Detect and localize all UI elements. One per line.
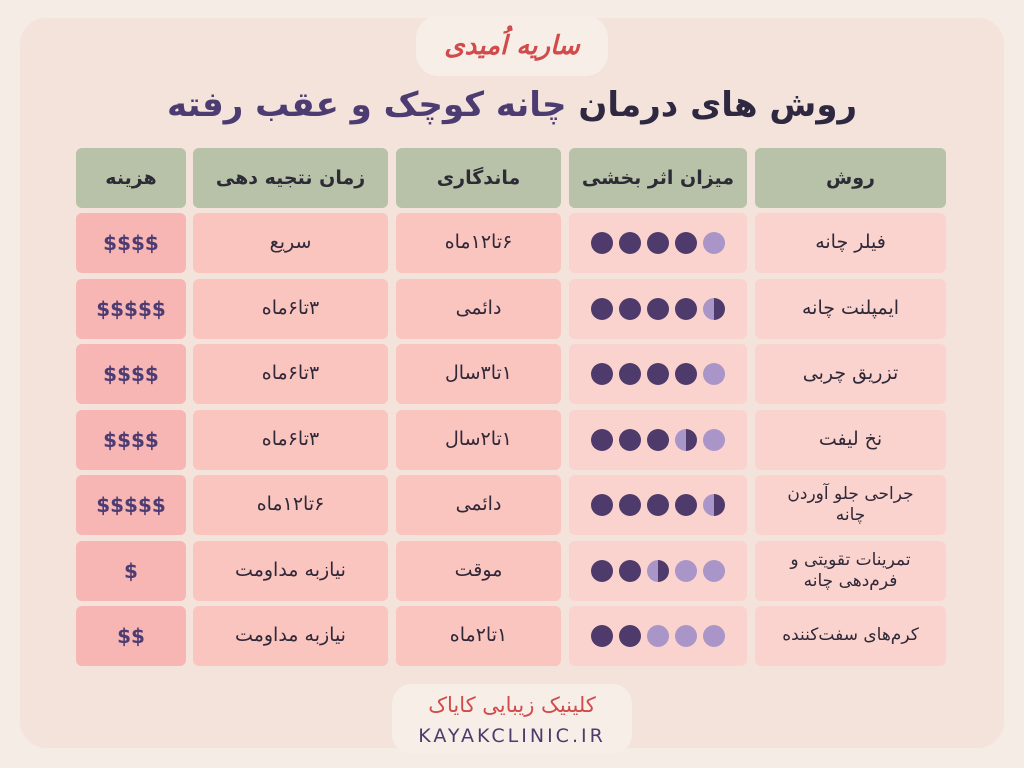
rating-dot-empty	[703, 232, 725, 254]
cell-method	[755, 606, 946, 666]
rating-dot-full	[619, 560, 641, 582]
rating-dot-full	[591, 429, 613, 451]
cost-text: $$$$	[103, 230, 159, 255]
rating-dot-empty	[703, 429, 725, 451]
rating-dot-full	[619, 494, 641, 516]
rating-dot-full	[591, 625, 613, 647]
header-result-time: زمان نتجیه دهی	[193, 148, 388, 208]
header-method: روش	[755, 148, 946, 208]
cost-text: $$	[117, 623, 145, 648]
rating-dot-full	[675, 298, 697, 320]
result-time-text: ۶تا۱۲ماه	[256, 493, 325, 516]
cell-duration	[396, 475, 561, 535]
method-text: کرم‌های سفت‌کننده	[782, 625, 919, 646]
rating-dot-full	[675, 494, 697, 516]
cell-duration	[396, 606, 561, 666]
rating-dot-full	[675, 363, 697, 385]
cell-effect	[569, 213, 747, 273]
rating-dot-full	[591, 298, 613, 320]
cell-method	[755, 344, 946, 404]
result-time-text: ۳تا۶ماه	[261, 297, 320, 320]
duration-text: دائمی	[455, 297, 502, 320]
cell-result-time	[193, 279, 388, 339]
cell-method	[755, 475, 946, 535]
result-time-text: ۳تا۶ماه	[261, 362, 320, 385]
rating-dot-half	[703, 298, 725, 320]
method-text: تمرینات تقویتی و فرم‌دهی چانه	[790, 549, 911, 591]
cost-text: $$$$	[103, 361, 159, 386]
header-duration: ماندگاری	[396, 148, 561, 208]
cell-effect	[569, 279, 747, 339]
effectiveness-rating	[591, 232, 725, 254]
rating-dot-full	[591, 232, 613, 254]
cell-effect	[569, 475, 747, 535]
cell-duration	[396, 541, 561, 601]
rating-dot-full	[619, 429, 641, 451]
cell-effect	[569, 541, 747, 601]
rating-dot-empty	[703, 560, 725, 582]
method-text: جراحی جلو آوردن چانه	[787, 483, 914, 525]
rating-dot-full	[619, 298, 641, 320]
cell-cost	[76, 606, 186, 666]
cell-method	[755, 213, 946, 273]
rating-dot-full	[619, 625, 641, 647]
cost-text: $	[124, 558, 138, 583]
brand-signature: ساریه اُمیدی	[444, 31, 580, 61]
cell-duration	[396, 410, 561, 470]
rating-dot-full	[619, 232, 641, 254]
rating-dot-full	[591, 494, 613, 516]
cost-text: $$$$$	[96, 296, 166, 321]
footer-website: KAYAKCLINIC.IR	[418, 725, 606, 747]
cell-effect	[569, 344, 747, 404]
rating-dot-half	[675, 429, 697, 451]
rating-dot-full	[619, 363, 641, 385]
duration-text: ۱تا۳سال	[444, 362, 513, 385]
cell-result-time	[193, 344, 388, 404]
cost-text: $$$$$	[96, 492, 166, 517]
method-text: نخ لیفت	[818, 428, 883, 451]
method-text: تزریق چربی	[802, 362, 899, 385]
cell-effect	[569, 606, 747, 666]
rating-dot-full	[647, 298, 669, 320]
rating-dot-empty	[647, 625, 669, 647]
cell-result-time	[193, 213, 388, 273]
effectiveness-rating	[591, 625, 725, 647]
effectiveness-rating	[591, 429, 725, 451]
cell-result-time	[193, 475, 388, 535]
cell-duration	[396, 344, 561, 404]
cell-result-time	[193, 541, 388, 601]
rating-dot-full	[591, 363, 613, 385]
result-time-text: نیازبه مداومت	[235, 559, 346, 582]
cell-cost	[76, 541, 186, 601]
effectiveness-rating	[591, 560, 725, 582]
cell-result-time	[193, 410, 388, 470]
page-title	[0, 80, 1024, 130]
rating-dot-full	[675, 232, 697, 254]
rating-dot-half	[703, 494, 725, 516]
rating-dot-half	[647, 560, 669, 582]
effectiveness-rating	[591, 298, 725, 320]
cell-method	[755, 410, 946, 470]
rating-dot-full	[591, 560, 613, 582]
cell-duration	[396, 279, 561, 339]
cell-cost	[76, 475, 186, 535]
cell-cost	[76, 213, 186, 273]
rating-dot-full	[647, 363, 669, 385]
cell-cost	[76, 410, 186, 470]
method-text: ایمپلنت چانه	[802, 297, 900, 320]
rating-dot-full	[647, 429, 669, 451]
title-main: روش های درمان	[578, 85, 858, 125]
result-time-text: سریع	[269, 231, 312, 254]
rating-dot-empty	[675, 560, 697, 582]
cell-result-time	[193, 606, 388, 666]
duration-text: موقت	[454, 559, 503, 582]
duration-text: ۱تا۲سال	[444, 428, 513, 451]
rating-dot-empty	[703, 363, 725, 385]
rating-dot-empty	[703, 625, 725, 647]
cost-text: $$$$	[103, 427, 159, 452]
duration-text: دائمی	[455, 493, 502, 516]
header-cost: هزینه	[76, 148, 186, 208]
rating-dot-full	[647, 232, 669, 254]
result-time-text: ۳تا۶ماه	[261, 428, 320, 451]
cell-cost	[76, 279, 186, 339]
effectiveness-rating	[591, 494, 725, 516]
cell-cost	[76, 344, 186, 404]
header-effect: میزان اثر بخشی	[569, 148, 747, 208]
duration-text: ۱تا۲ماه	[449, 624, 508, 647]
effectiveness-rating	[591, 363, 725, 385]
method-text: فیلر چانه	[815, 231, 886, 254]
cell-duration	[396, 213, 561, 273]
cell-method	[755, 541, 946, 601]
rating-dot-empty	[675, 625, 697, 647]
result-time-text: نیازبه مداومت	[235, 624, 346, 647]
cell-method	[755, 279, 946, 339]
duration-text: ۶تا۱۲ماه	[444, 231, 513, 254]
cell-effect	[569, 410, 747, 470]
footer-clinic-name: کلینیک زیبایی کایاک	[428, 693, 596, 717]
rating-dot-full	[647, 494, 669, 516]
title-accent: چانه کوچک و عقب رفته	[166, 85, 567, 125]
